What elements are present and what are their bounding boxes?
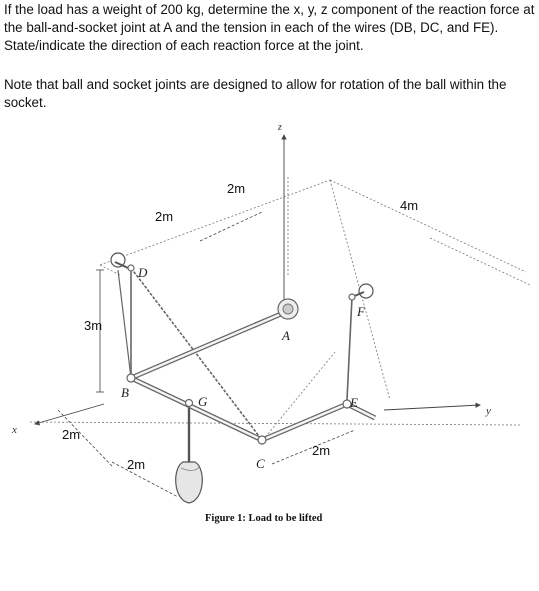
dim-top-right: 4m xyxy=(400,198,419,213)
label-G: G xyxy=(198,394,208,409)
dim-front-bottom: 2m xyxy=(127,457,146,472)
ball-socket-joint-A xyxy=(278,299,298,319)
label-D: D xyxy=(138,265,148,280)
load-weight xyxy=(176,462,203,503)
dim-front-left: 2m xyxy=(62,427,81,442)
wire-FE xyxy=(347,297,352,400)
problem-statement: If the load has a weight of 200 kg, determine the x, y, z component of the reaction force at the ball-and-socket joint at A and the tension in each of the wires (DB, DC, and FE). State/indicate the direction of each reaction force at the joint. xyxy=(4,2,535,53)
label-A: A xyxy=(282,328,290,343)
ceiling-support-left xyxy=(111,253,128,268)
axis-x-label: x xyxy=(12,424,17,436)
label-F: F xyxy=(357,304,365,319)
label-B: B xyxy=(121,385,129,400)
pipe-frame xyxy=(118,270,375,440)
axis-y-label: y xyxy=(486,405,491,417)
dim-top-left: 2m xyxy=(155,209,174,224)
label-E: E xyxy=(350,395,358,410)
dim-height: 3m xyxy=(84,318,103,333)
axis-z-label: z xyxy=(278,122,282,133)
figure-diagram xyxy=(0,115,539,591)
wire-DC xyxy=(131,268,262,440)
axes xyxy=(35,135,480,424)
figure-caption: Figure 1: Load to be lifted xyxy=(205,513,323,524)
label-C: C xyxy=(256,456,265,471)
dimension-lines xyxy=(58,212,355,497)
dim-right-bottom: 2m xyxy=(312,443,331,458)
dim-top-mid: 2m xyxy=(227,181,246,196)
problem-note: Note that ball and socket joints are designed to allow for rotation of the ball within the socket. xyxy=(4,77,507,110)
